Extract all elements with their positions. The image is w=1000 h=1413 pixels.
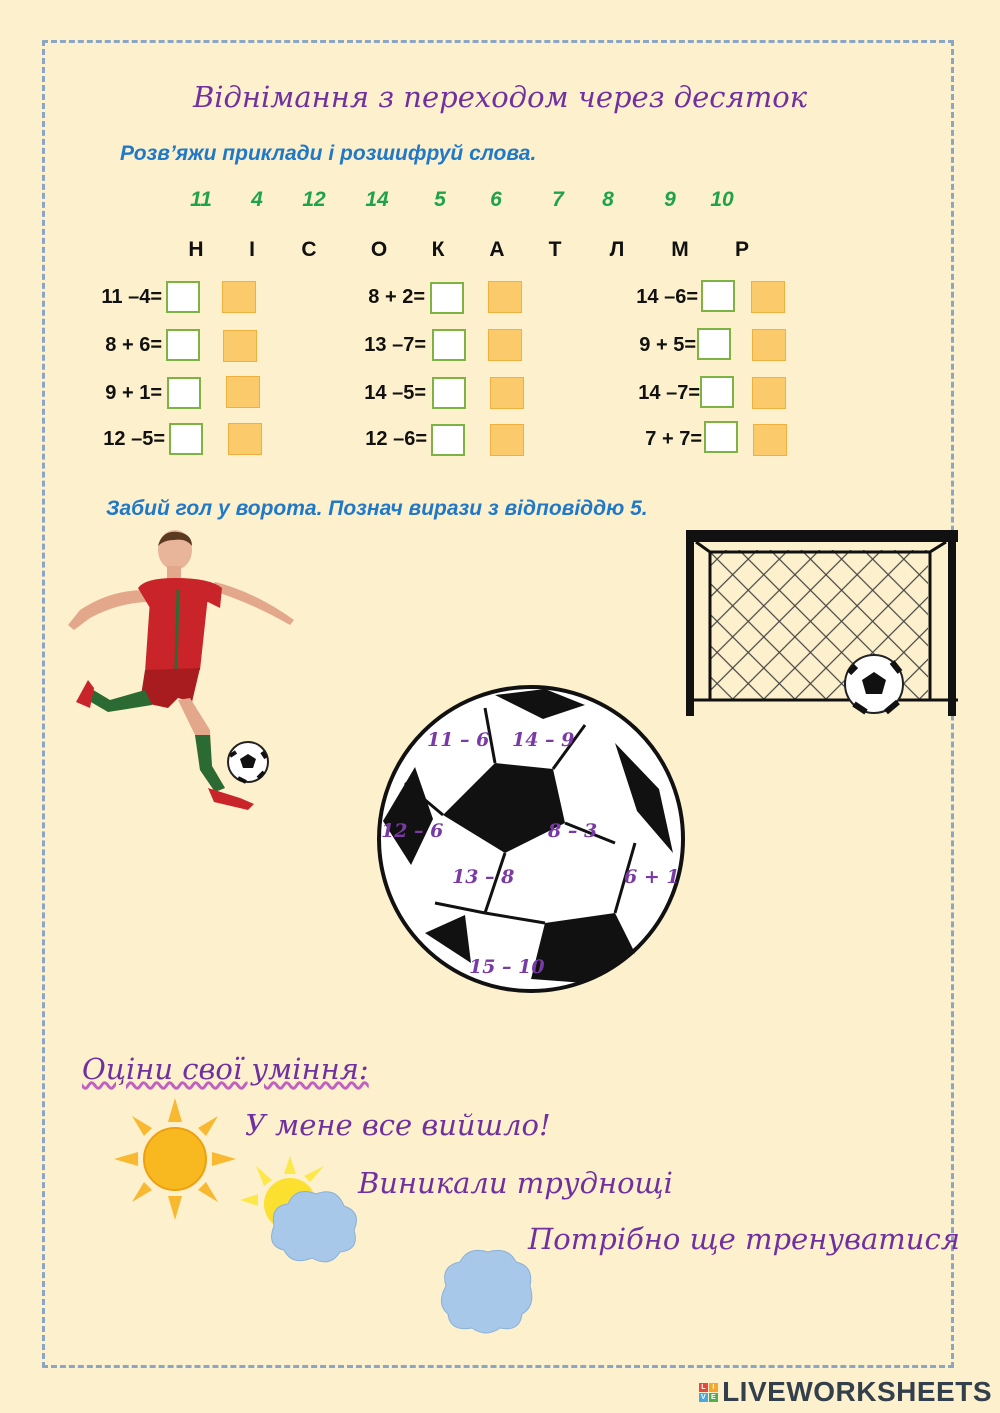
ball-expression[interactable]: 11 – 6 xyxy=(427,729,490,751)
answer-input[interactable] xyxy=(700,376,734,408)
equation: 9 + 1= xyxy=(105,382,162,404)
letter-input[interactable] xyxy=(752,329,786,361)
equation: 14 –7= xyxy=(638,382,700,404)
key-letter: К xyxy=(431,238,445,261)
assessment-option-good[interactable]: У мене все вийшло! xyxy=(245,1108,551,1142)
equation: 7 + 7= xyxy=(645,428,702,450)
football-player-icon xyxy=(50,530,300,810)
sun-cloud-icon xyxy=(240,1156,362,1268)
task2-instruction: Забий гол у ворота. Познач вирази з відповіддю 5. xyxy=(106,497,648,520)
ball-expression[interactable]: 13 – 8 xyxy=(452,866,515,888)
brand-logo-letter: V xyxy=(700,1393,707,1401)
brand-logo-icon xyxy=(699,1383,718,1402)
ball-expression[interactable]: 15 – 10 xyxy=(469,956,545,978)
letter-input[interactable] xyxy=(490,424,524,456)
ball-expression[interactable]: 6 + 1 xyxy=(624,866,680,888)
page-title: Віднімання з переходом через десяток xyxy=(192,80,808,114)
key-number: 6 xyxy=(490,188,502,211)
letter-input[interactable] xyxy=(228,423,262,455)
key-number: 11 xyxy=(190,188,212,211)
key-letter: Т xyxy=(548,238,562,261)
equation: 8 + 2= xyxy=(368,286,425,308)
answer-input[interactable] xyxy=(167,377,201,409)
letter-input[interactable] xyxy=(488,329,522,361)
brand-text: LIVEWORKSHEETS xyxy=(722,1376,992,1407)
key-letter: І xyxy=(249,238,255,261)
equation: 8 + 6= xyxy=(105,334,162,356)
answer-input[interactable] xyxy=(432,377,466,409)
brand-logo-letter: I xyxy=(709,1383,718,1392)
key-number: 14 xyxy=(365,188,389,211)
brand-logo-letter: L xyxy=(699,1383,708,1392)
letter-input[interactable] xyxy=(753,424,787,456)
answer-input[interactable] xyxy=(169,423,203,455)
ball-expression[interactable]: 8 – 3 xyxy=(548,820,598,842)
sun-icon xyxy=(114,1098,236,1220)
key-letter: А xyxy=(489,238,505,261)
answer-input[interactable] xyxy=(701,280,735,312)
answer-input[interactable] xyxy=(430,282,464,314)
key-letter: О xyxy=(370,238,388,261)
task1-instruction: Розв’яжи приклади і розшифруй слова. xyxy=(120,142,537,165)
equation: 12 –5= xyxy=(103,428,165,450)
answer-input[interactable] xyxy=(697,328,731,360)
answer-input[interactable] xyxy=(431,424,465,456)
letter-input[interactable] xyxy=(223,330,257,362)
liveworksheets-logo xyxy=(699,1376,992,1408)
letter-input[interactable] xyxy=(490,377,524,409)
equation: 11 –4= xyxy=(101,286,162,308)
answer-input[interactable] xyxy=(166,281,200,313)
key-number: 4 xyxy=(251,188,263,211)
key-letter: Р xyxy=(734,238,750,261)
key-letter: С xyxy=(301,238,317,261)
key-letter: Н xyxy=(188,238,204,261)
answer-input[interactable] xyxy=(704,421,738,453)
key-number: 8 xyxy=(602,188,614,211)
key-letter: М xyxy=(671,238,689,261)
assessment-option-practice[interactable]: Потрібно ще тренуватися xyxy=(528,1222,960,1256)
equation: 12 –6= xyxy=(365,428,427,450)
letter-input[interactable] xyxy=(222,281,256,313)
answer-input[interactable] xyxy=(432,329,466,361)
equation: 14 –6= xyxy=(636,286,698,308)
assessment-option-difficult[interactable]: Виникали труднощі xyxy=(358,1166,673,1200)
equation: 14 –5= xyxy=(364,382,426,404)
key-number: 7 xyxy=(552,188,564,211)
letter-input[interactable] xyxy=(226,376,260,408)
answer-input[interactable] xyxy=(166,329,200,361)
letter-input[interactable] xyxy=(752,377,786,409)
key-number: 10 xyxy=(710,188,734,211)
brand-logo-letter: E xyxy=(710,1393,717,1401)
ball-expression[interactable]: 14 – 9 xyxy=(512,729,575,751)
key-number: 9 xyxy=(664,188,676,211)
letter-input[interactable] xyxy=(751,281,785,313)
key-number: 5 xyxy=(434,188,446,211)
key-number: 12 xyxy=(302,188,326,211)
assessment-heading: Оціни свої уміння: xyxy=(82,1052,369,1086)
equation: 13 –7= xyxy=(364,334,426,356)
cloud-icon xyxy=(436,1246,536,1334)
letter-input[interactable] xyxy=(488,281,522,313)
football-goal-icon xyxy=(686,528,958,718)
ball-expression[interactable]: 12 – 6 xyxy=(381,820,444,842)
key-letter: Л xyxy=(609,238,625,261)
equation: 9 + 5= xyxy=(639,334,696,356)
